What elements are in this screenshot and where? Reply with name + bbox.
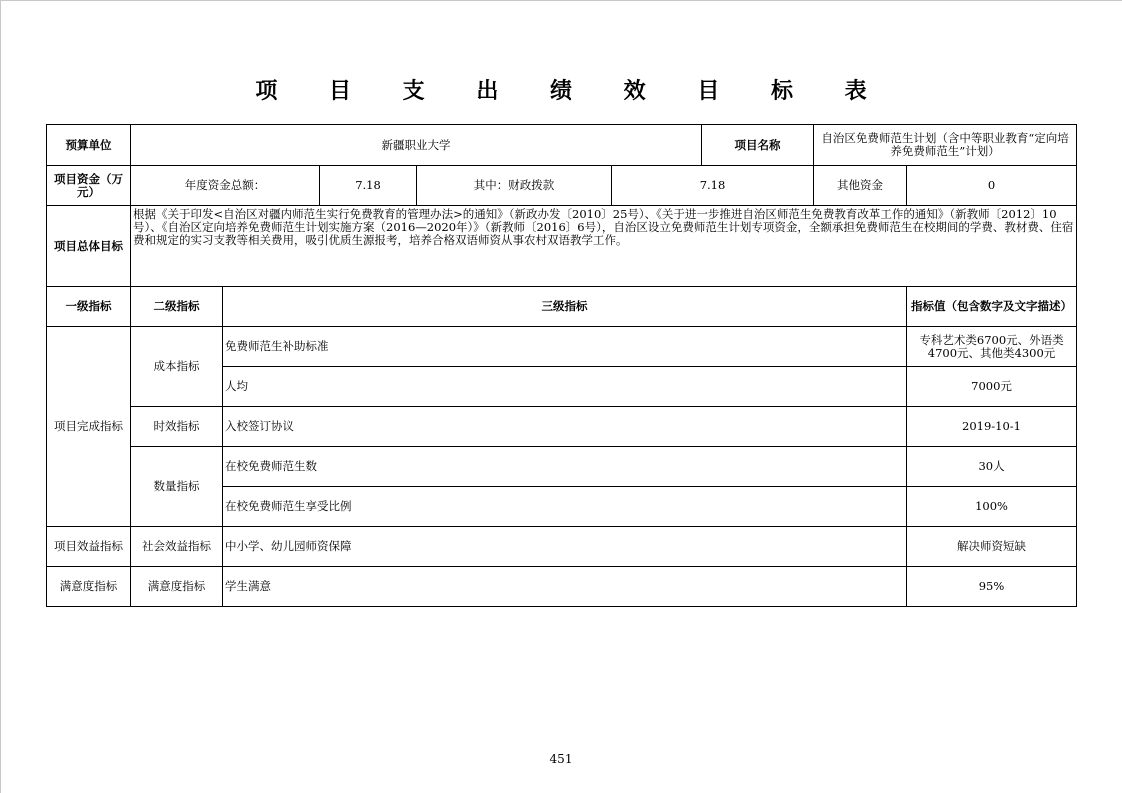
indicator-name: 在校免费师范生享受比例 — [223, 487, 907, 527]
column-header-row — [47, 287, 1077, 327]
goal-text: 根据《关于印发<自治区对疆内师范生实行免费教育的管理办法>的通知》（新政办发〔2010〕25号）、《关于进一步推进自治区师范生免费教育改革工作的通知》（新教师〔2012〕10号）、《自治区定向培养免费师范生计划实施方案（2016—2020年）》（新教师〔2016〕6号），自治区设立免费师范生计划专项资金，全额承担免费师范生在校期间的学费、教材费、住宿费和规定的实习支教等相关费用，吸引优质生源报考，培养合格双语师资从事农村双语教学工作。 — [131, 206, 1077, 287]
cost-indicator-label: 成本指标 — [131, 327, 223, 407]
indicator-value: 解决师资短缺 — [907, 527, 1077, 567]
quantity-indicator-label: 数量指标 — [131, 447, 223, 527]
indicator-value: 30人 — [907, 447, 1077, 487]
level3-header: 三级指标 — [223, 287, 907, 327]
indicator-value: 7000元 — [907, 367, 1077, 407]
annual-total-label: 年度资金总额： — [131, 166, 320, 206]
level2-header: 二级指标 — [131, 287, 223, 327]
indicator-value: 95% — [907, 567, 1077, 607]
project-name-value: 自治区免费师范生计划（含中等职业教育“定向培养免费师范生”计划） — [814, 125, 1077, 166]
goal-label: 项目总体目标 — [47, 206, 131, 287]
indicator-name: 中小学、幼儿园师资保障 — [223, 527, 907, 567]
table-row — [47, 407, 1077, 447]
funds-row — [47, 166, 1077, 206]
table-row — [47, 567, 1077, 607]
completion-indicator-label: 项目完成指标 — [47, 327, 131, 527]
table-row — [47, 327, 1077, 367]
page-edge-left — [0, 0, 1, 793]
indicator-name: 人均 — [223, 367, 907, 407]
value-header: 指标值（包含数字及文字描述） — [907, 287, 1077, 327]
page-title: 项 目 支 出 绩 效 目 标 表 — [255, 79, 889, 104]
social-benefit-label: 社会效益指标 — [131, 527, 223, 567]
other-funds-label: 其他资金 — [814, 166, 907, 206]
goal-row — [47, 206, 1077, 287]
other-funds-value: 0 — [907, 166, 1077, 206]
indicator-value: 100% — [907, 487, 1077, 527]
indicator-name: 在校免费师范生数 — [223, 447, 907, 487]
indicator-value: 2019-10-1 — [907, 407, 1077, 447]
fiscal-value: 7.18 — [612, 166, 814, 206]
project-name-label: 项目名称 — [702, 125, 814, 166]
fiscal-label: 其中：财政拨款 — [417, 166, 612, 206]
satisfaction-sub-label: 满意度指标 — [131, 567, 223, 607]
page-number: 451 — [549, 752, 573, 766]
budget-unit-label: 预算单位 — [47, 125, 131, 166]
header-row — [47, 125, 1077, 166]
performance-target-table — [46, 124, 1077, 607]
satisfaction-indicator-label: 满意度指标 — [47, 567, 131, 607]
indicator-name: 免费师范生补助标准 — [223, 327, 907, 367]
indicator-name: 入校签订协议 — [223, 407, 907, 447]
benefit-indicator-label: 项目效益指标 — [47, 527, 131, 567]
page-edge-top — [0, 0, 1122, 1]
funds-label: 项目资金（万元） — [47, 166, 131, 206]
table-row — [47, 447, 1077, 487]
annual-total-value: 7.18 — [320, 166, 417, 206]
time-indicator-label: 时效指标 — [131, 407, 223, 447]
level1-header: 一级指标 — [47, 287, 131, 327]
budget-unit-value: 新疆职业大学 — [131, 125, 702, 166]
indicator-value: 专科艺术类6700元、外语类4700元、其他类4300元 — [907, 327, 1077, 367]
indicator-name: 学生满意 — [223, 567, 907, 607]
table-row — [47, 527, 1077, 567]
